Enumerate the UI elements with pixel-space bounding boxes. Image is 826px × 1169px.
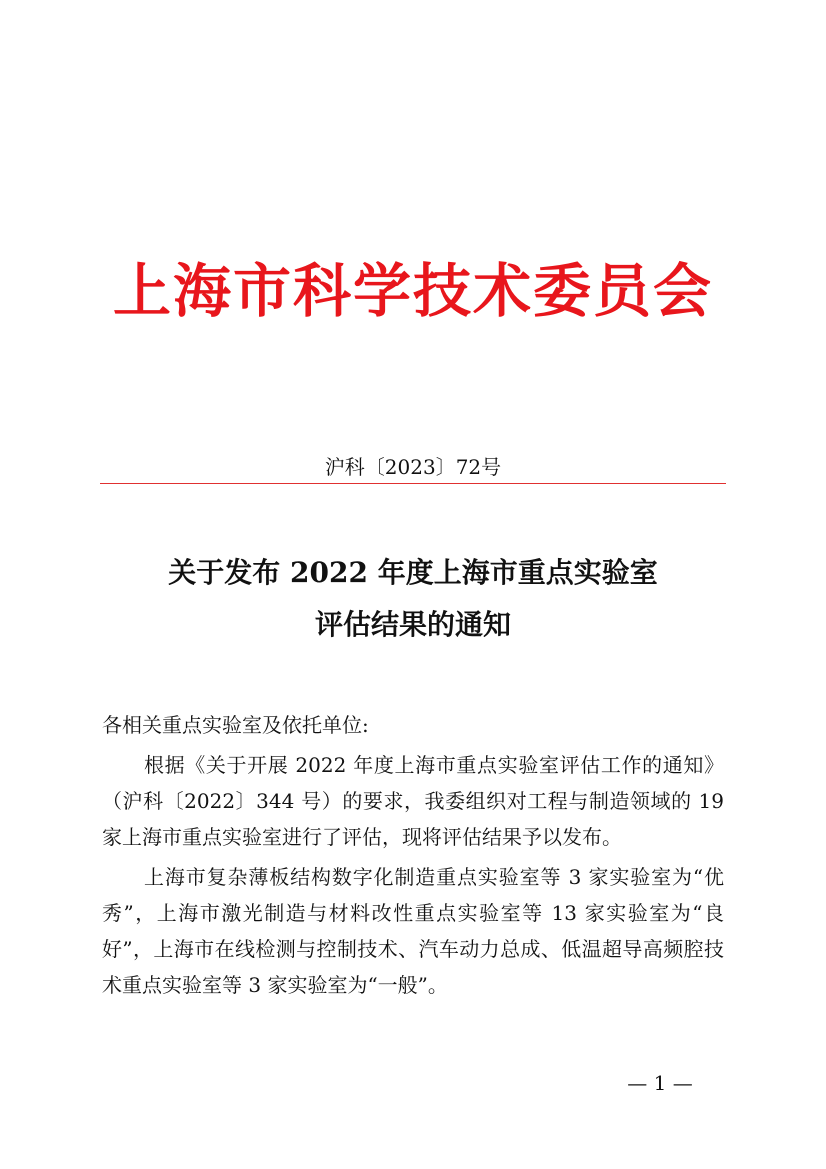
issuer-heading: 上海市科学技术委员会: [112, 257, 713, 325]
notice-title: [0, 547, 826, 651]
notice-title-line-1: 关于发布 2022 年度上海市重点实验室: [168, 556, 658, 589]
red-divider-line: [100, 483, 726, 484]
body-paragraph-2: 上海市复杂薄板结构数字化制造重点实验室等 3 家实验室为“优秀”，上海市激光制造与材料改性重点实验室等 13 家实验室为“良好”，上海市在线检测与控制技术、汽车动力总成、低温超导高频腔技术重点实验室等 3 家实验室为“一般”。: [102, 865, 724, 997]
body-paragraph-1: 根据《关于开展 2022 年度上海市重点实验室评估工作的通知》（沪科〔2022〕344 号）的要求，我委组织对工程与制造领域的 19 家上海市重点实验室进行了评估，现将评估结果予以发布。: [102, 753, 724, 849]
notice-title-line-2: 评估结果的通知: [314, 608, 511, 641]
notice-body: [102, 707, 724, 1003]
document-number: 沪科〔2023〕72号: [324, 455, 502, 479]
salutation: 各相关重点实验室及依托单位:: [102, 713, 369, 737]
page-number: — 1 —: [627, 1071, 693, 1095]
